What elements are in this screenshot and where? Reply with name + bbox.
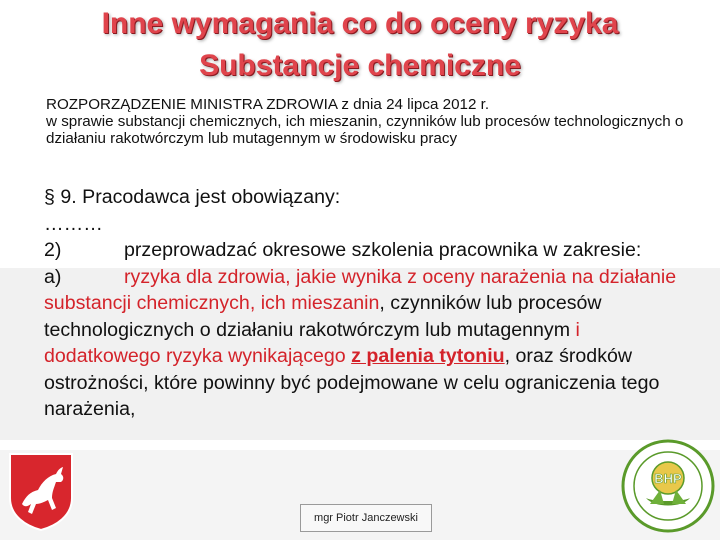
coat-of-arms-icon: [8, 452, 74, 532]
item-a-red-2: i dodatkowego ryzyka wynikającego: [44, 318, 580, 367]
author-label: mgr Piotr Janczewski: [300, 504, 432, 532]
item-2-text: przeprowadzać okresowe szkolenia pracownika w zakresie:: [124, 239, 642, 261]
bhp-logo-icon: [620, 438, 716, 534]
item-2-number: 2): [44, 239, 62, 261]
regulation-heading: ROZPORZĄDZENIE MINISTRA ZDROWIA z dnia 24 lipca 2012 r.: [46, 96, 490, 113]
regulation-citation: [46, 96, 686, 147]
title-line-2: Substancje chemiczne: [199, 49, 521, 82]
item-a-red-1: ryzyka dla zdrowia, jakie wynika z oceny narażenia na działanie substancji chemicznych, ich mieszanin: [44, 265, 677, 314]
main-text: [44, 184, 684, 423]
item-a-black-2: , oraz środków ostrożności, które powinny być podejmowane w celu ograniczenia tego narażenia,: [44, 345, 660, 420]
ellipsis: ………: [44, 212, 103, 235]
item-a-red-underlined: z palenia tytoniu: [351, 345, 505, 367]
item-a-letter: a): [44, 265, 62, 288]
section-heading: § 9. Pracodawca jest obowiązany:: [44, 186, 341, 208]
item-a-black-1: , czynników lub procesów technologicznych o działaniu rakotwórczym lub mutagennym: [44, 292, 602, 341]
logo-text: BHP: [654, 471, 682, 486]
item-a: [44, 264, 684, 423]
title-line-1: Inne wymagania co do oceny ryzyka: [101, 7, 619, 40]
regulation-description: w sprawie substancji chemicznych, ich mieszanin, czynników lub procesów technologicznych o działaniu rakotwórczym lub mutagennym w środowisku pracy: [46, 113, 684, 147]
item-2: [44, 237, 684, 264]
